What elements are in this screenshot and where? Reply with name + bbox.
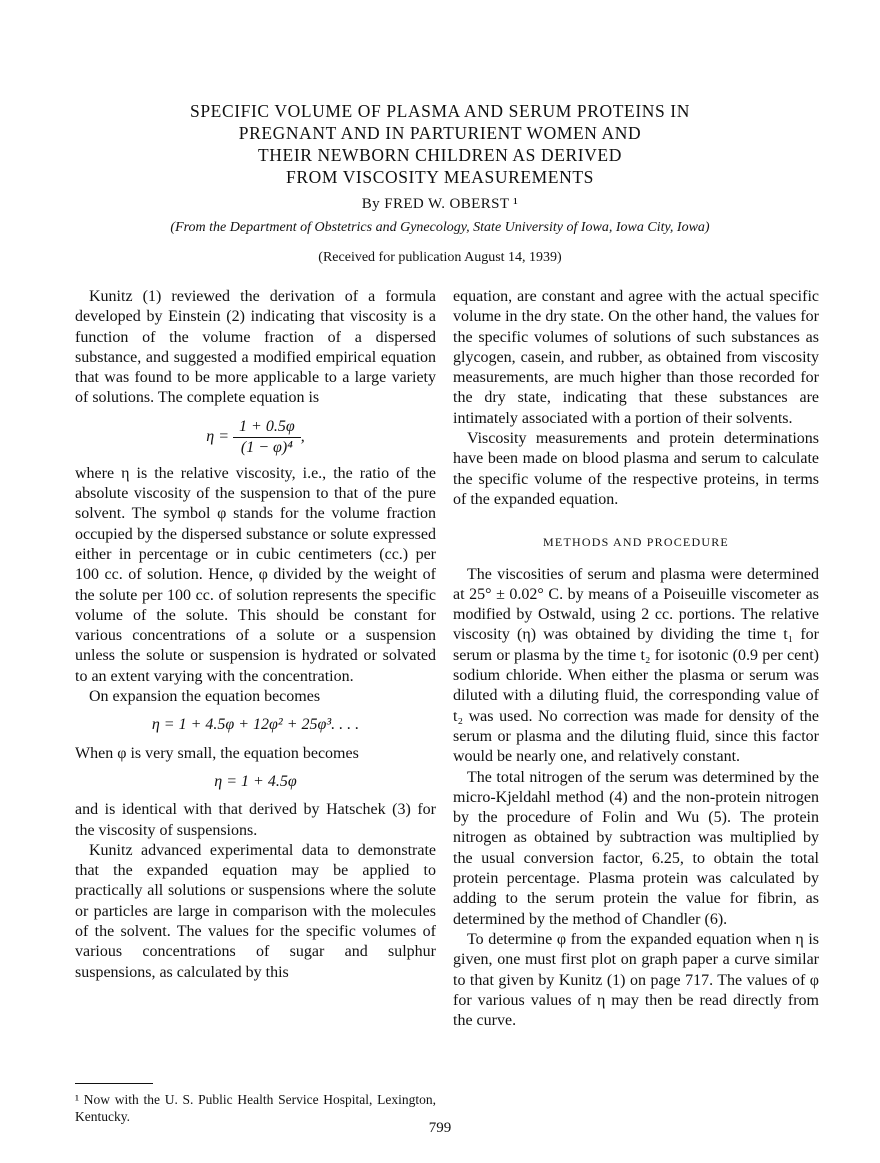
equation-lhs: η = xyxy=(206,427,230,445)
paragraph: Viscosity measurements and protein determinations have been made on blood plasma and serum to calculate the specific volume of the respective proteins, in terms of the expanded equation. xyxy=(453,430,819,508)
paragraph: equation, are constant and agree with the actual specific volume in the dry state. On the other hand, the values for the specific volumes of solutions of such substances as glycogen, casein, and rubber, as obtained from viscosity measurements, are much higher than those recorded for the dry state, indicating that these substances are intimately associated with a portion of their solvents. xyxy=(453,288,819,427)
title-line-2: PREGNANT AND IN PARTURIENT WOMEN AND xyxy=(238,123,642,143)
equation-complete xyxy=(75,417,436,458)
page-number: 799 xyxy=(428,1120,452,1136)
author-affiliation: (From the Department of Obstetrics and Gynecology, State University of Iowa, Iowa City, Iowa) xyxy=(170,220,710,235)
paragraph: Kunitz advanced experimental data to demonstrate that the expanded equation may be applied to practically all solutions or suspensions where the solute or particles are large in comparison with the molecules of the solvent. The values for the specific volumes of various concentrations of sugar and sulphur suspensions, as calculated by this xyxy=(75,841,436,981)
equation-expanded: η = 1 + 4.5φ + 12φ² + 25φ³. . . . xyxy=(151,716,360,734)
title-line-1: SPECIFIC VOLUME OF PLASMA AND SERUM PROTEINS IN xyxy=(190,101,690,121)
footnote-divider xyxy=(75,1083,153,1084)
paragraph: where η is the relative viscosity, i.e., the ratio of the absolute viscosity of the suspension to that of the pure solvent. The symbol φ stands for the volume fraction occupied by the dispersed substance or solute expressed either in percentage or in cubic centimeters (cc.) per 100 cc. of solution. Hence, φ divided by the weight of the solute per 100 cc. of solution represents the specific volume of the solute. This should be constant for various concentrations of a solute or a suspension unless the solute or suspension is hydrated or solvated to an extent varying with the concentration. xyxy=(75,464,436,685)
title-line-4: FROM VISCOSITY MEASUREMENTS xyxy=(286,167,594,187)
left-column xyxy=(75,287,436,983)
paragraph: On expansion the equation becomes xyxy=(89,688,321,706)
paragraph: Kunitz (1) reviewed the derivation of a formula developed by Einstein (2) indicating that viscosity is a function of the volume fraction of a dispersed substance, and suggested a modified empirical equation that was found to be more applicable to a large variety of solutions. The complete equation is xyxy=(75,288,436,407)
equation-tail: , xyxy=(300,427,305,445)
article-title xyxy=(70,100,810,188)
section-heading: METHODS AND PROCEDURE xyxy=(543,535,729,550)
title-line-3: THEIR NEWBORN CHILDREN AS DERIVED xyxy=(258,145,622,165)
equation-numerator: 1 + 0.5φ xyxy=(233,417,301,438)
footnote: ¹ Now with the U. S. Public Health Service Hospital, Lexington, Kentucky. xyxy=(75,1092,436,1124)
equation-fraction xyxy=(233,417,301,458)
author-byline: By FRED W. OBERST ¹ xyxy=(361,196,519,212)
paragraph: The total nitrogen of the serum was determined by the micro-Kjeldahl method (4) and the non-protein nitrogen by the procedure of Folin and Wu (5). The protein nitrogen as obtained by subtraction was multiplied by the usual conversion factor, 6.25, to obtain the total protein percentage. Plasma protein was calculated by adding to the serum protein the value for fibrin, as determined by the method of Chandler (6). xyxy=(453,768,819,928)
paragraph: When φ is very small, the equation becomes xyxy=(75,744,359,762)
paragraph: To determine φ from the expanded equation when η is given, one must first plot on graph paper a curve similar to that given by Kunitz (1) on page 717. The values of φ for various values of η may then be read directly from the curve. xyxy=(453,930,819,1030)
right-column xyxy=(453,287,819,1031)
equation-small: η = 1 + 4.5φ xyxy=(214,772,297,790)
paragraph: and is identical with that derived by Hatschek (3) for the viscosity of suspensions. xyxy=(75,801,436,839)
equation-denominator: (1 − φ)⁴ xyxy=(240,438,293,456)
paragraph: The viscosities of serum and plasma were determined at 25° ± 0.02° C. by means of a Poiseuille viscometer as modified by Ostwald, using 2 cc. portions. The relative viscosity (η) was obtained by dividing the time t₁ for serum or plasma by the time t₂ for isotonic (0.9 per cent) sodium chloride. When either the plasma or serum was diluted with a diluting fluid, the corresponding value of t₂ was used. No correction was made for density of the serum or plasma and the diluting fluid, since this factor would be nearly one, and relatively constant. xyxy=(453,565,819,766)
received-date: (Received for publication August 14, 1939) xyxy=(318,250,562,265)
